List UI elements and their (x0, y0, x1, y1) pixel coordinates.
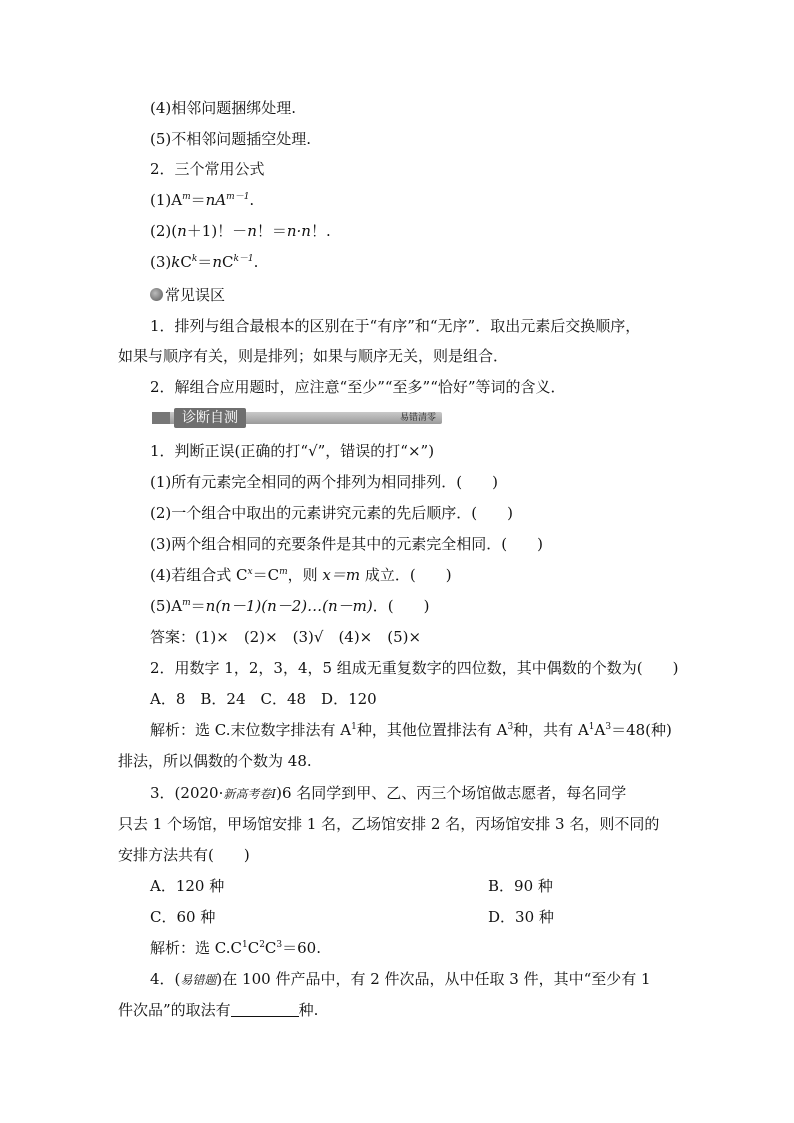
option-c: C．60 种 (150, 908, 216, 926)
text-line: 2．解组合应用题时，应注意“至少”“至多”“恰好”等词的含义． (150, 378, 566, 396)
text-line: 如果与顺序有关，则是排列；如果与顺序无关，则是组合． (118, 347, 509, 365)
solution-line: 排法，所以偶数的个数为 48. (118, 752, 312, 770)
banner-title: 诊断自测 (174, 408, 246, 428)
option-a: A．120 种 (150, 877, 225, 895)
formula-line: (2)(n＋1)！－n！＝n·n！. (150, 222, 331, 240)
question: 只去 1 个场馆，甲场馆安排 1 名，乙场馆安排 2 名，丙场馆安排 3 名，则不同的 (118, 815, 660, 833)
bulb-icon (150, 288, 163, 301)
question-item: (4)若组合式 $C^x=C^m$，则 x＝m 成立．( ) (150, 566, 452, 584)
solution-line: 解析：选 $C.C^1C^2C^3=60$. (150, 939, 321, 957)
answer-line: 答案：(1)× (2)× (3)√ (4)× (5)× (150, 628, 422, 646)
text-line: (4)相邻问题捆绑处理. (150, 99, 297, 117)
question-options: A．8 B．24 C．48 D．120 (150, 690, 377, 708)
section-heading: 2．三个常用公式 (150, 160, 265, 178)
section-banner (152, 408, 442, 428)
text-line: (5)不相邻问题插空处理. (150, 130, 312, 148)
formula-line: $(1)A^m=nA^{m-1}$. (150, 191, 255, 209)
question: 安排方法共有( ) (118, 846, 250, 864)
question-item: $(5)A^m=n(n-1)(n-2)\dots(n-m)$．( ) (150, 597, 430, 615)
question-item: (3)两个组合相同的充要条件是其中的元素完全相同．( ) (150, 535, 543, 553)
option-b: B．90 种 (488, 877, 553, 895)
question: 3．(2020·新高考卷Ⅰ)6 名同学到甲、乙、丙三个场馆做志愿者，每名同学 (150, 784, 627, 802)
solution-line: 解析：选 C.末位数字排法有 $A^1$种，其他位置排法有 $A^3$种，共有 $A^1A^3=48$(种) (150, 721, 672, 739)
question: 1．判断正误(正确的打“√”，错误的打“×”) (150, 442, 435, 460)
banner-subtitle: 易错清零 (399, 413, 436, 423)
text-line: 1．排列与组合最根本的区别在于“有序”和“无序”．取出元素后交换顺序， (150, 317, 641, 335)
option-d: D．30 种 (488, 908, 554, 926)
question-item: (2)一个组合中取出的元素讲究元素的先后顺序．( ) (150, 504, 513, 522)
question-item: (1)所有元素完全相同的两个排列为相同排列．( ) (150, 473, 498, 491)
answer-blank (231, 1002, 299, 1017)
question: 4．(易错题)在 100 件产品中，有 2 件次品，从中任取 3 件，其中“至少有 1 (150, 970, 651, 988)
banner-lead (152, 412, 170, 424)
warning-heading: 常见误区 (150, 285, 225, 305)
question: 2．用数字 1，2，3，4，5 组成无重复数字的四位数，其中偶数的个数为( ) (150, 659, 679, 677)
formula-line: $(3)kC^k=nC^{k-1}$. (150, 253, 259, 271)
question: 件次品”的取法有 种. (118, 1001, 319, 1019)
